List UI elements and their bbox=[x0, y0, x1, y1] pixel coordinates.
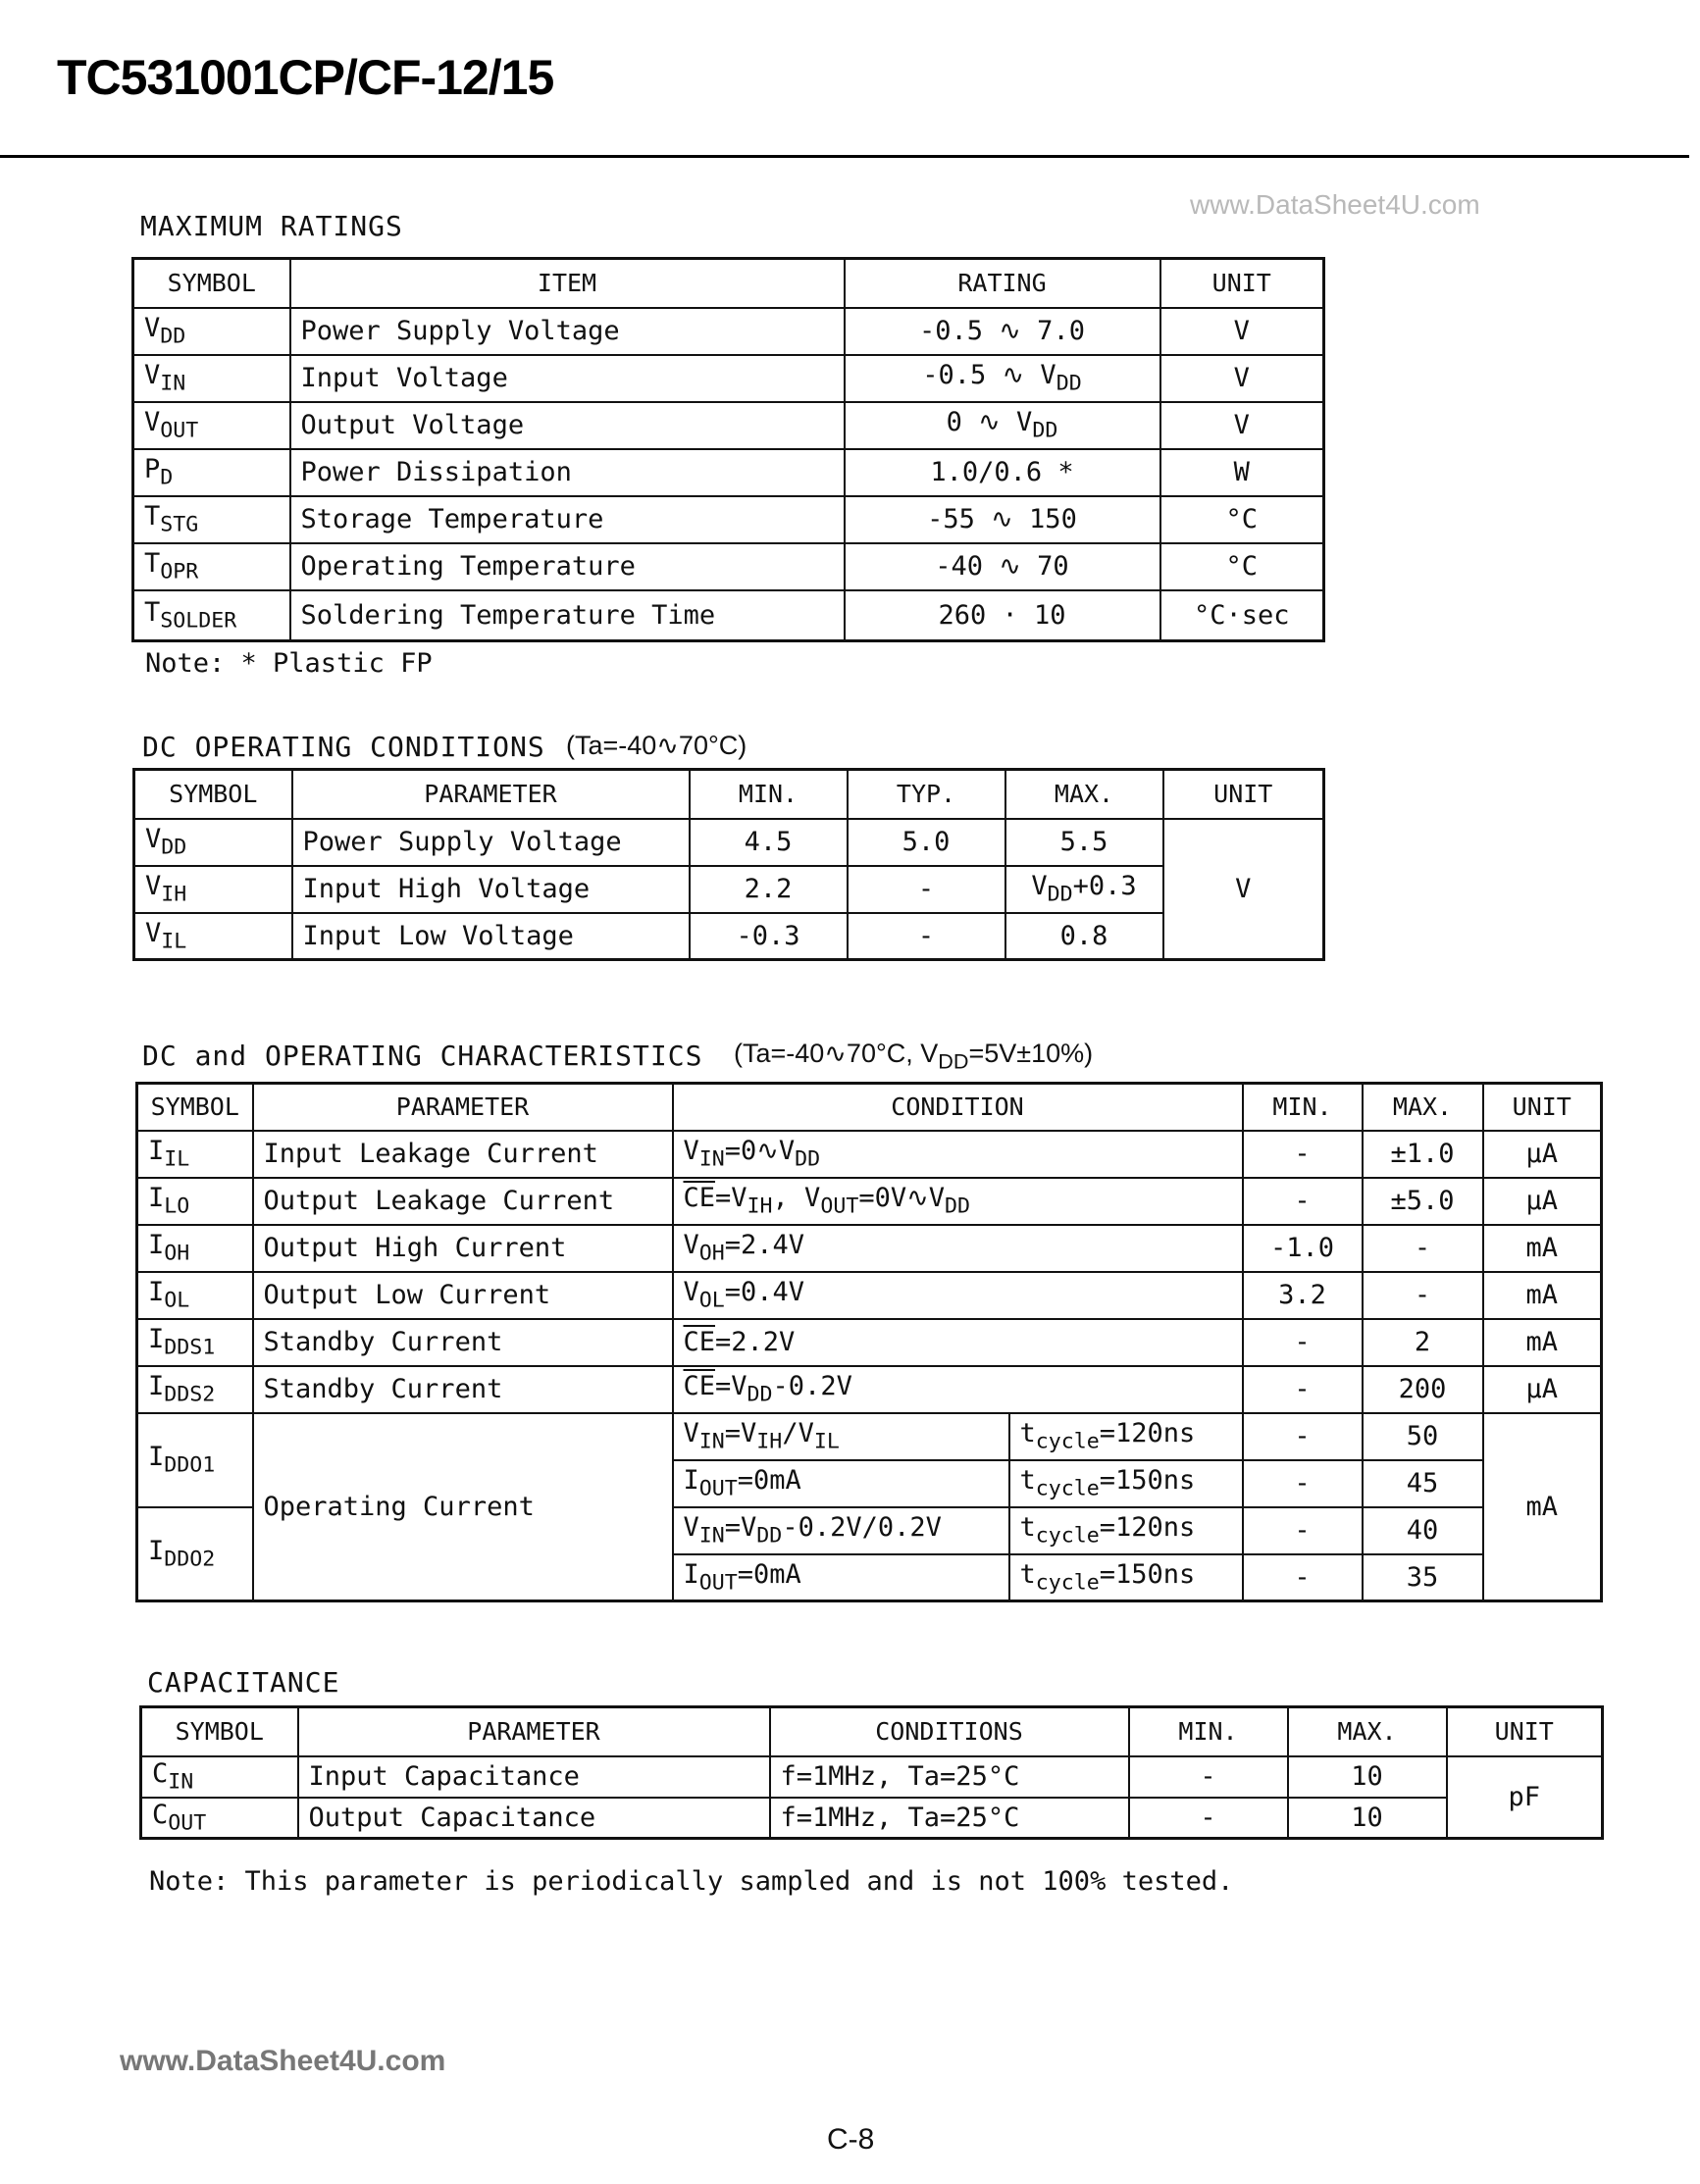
max-ratings-title: MAXIMUM RATINGS bbox=[140, 210, 403, 242]
col-header: SYMBOL bbox=[134, 770, 292, 819]
col-header: PARAMETER bbox=[253, 1084, 673, 1131]
min-cell: - bbox=[1243, 1319, 1363, 1366]
parameter-cell: Output High Current bbox=[253, 1225, 673, 1272]
rating-value: -0.5 ∿ V bbox=[922, 360, 1056, 391]
condition-part: =V bbox=[724, 1512, 757, 1544]
condition-cell: f=1MHz, Ta=25°C bbox=[770, 1798, 1129, 1839]
symbol-letter: I bbox=[148, 1324, 165, 1355]
typ-cell: - bbox=[848, 913, 1005, 960]
condition-part: I bbox=[683, 1559, 699, 1591]
condition-cell bbox=[673, 1554, 1009, 1601]
col-header: UNIT bbox=[1447, 1707, 1603, 1756]
table-header-row bbox=[134, 770, 1324, 819]
table-header-row bbox=[137, 1084, 1602, 1131]
col-header: MIN. bbox=[690, 770, 848, 819]
condition-part: , V bbox=[772, 1183, 821, 1214]
parameter-cell: Input Capacitance bbox=[298, 1756, 770, 1798]
condition-part: DD bbox=[747, 1382, 773, 1407]
condition-part: =0mA bbox=[737, 1465, 801, 1497]
col-header: TYP. bbox=[848, 770, 1005, 819]
max-ratings-note: Note: * Plastic FP bbox=[145, 648, 433, 679]
max-cell: 50 bbox=[1363, 1413, 1483, 1460]
symbol-letter: I bbox=[148, 1183, 165, 1214]
cycle-time-cell bbox=[1009, 1554, 1243, 1601]
min-cell: - bbox=[1243, 1413, 1363, 1460]
item-cell: Power Dissipation bbox=[290, 449, 845, 496]
symbol-subscript: DDO2 bbox=[164, 1547, 216, 1572]
symbol-cell bbox=[133, 449, 290, 496]
header-rule bbox=[0, 155, 1689, 158]
cycle-time-cell bbox=[1009, 1460, 1243, 1507]
symbol-cell bbox=[133, 590, 290, 641]
rating-cell bbox=[845, 402, 1160, 449]
min-cell: - bbox=[1243, 1178, 1363, 1225]
cycle-time-cell bbox=[1009, 1413, 1243, 1460]
condition-part: OUT bbox=[698, 1476, 738, 1501]
symbol-subscript: OPR bbox=[160, 559, 199, 584]
max-cell: ±5.0 bbox=[1363, 1178, 1483, 1225]
symbol-cell: $C_{IN}$ bbox=[141, 1756, 298, 1798]
condition-cell bbox=[673, 1460, 1009, 1507]
symbol-letter: I bbox=[148, 1136, 165, 1167]
col-header: MIN. bbox=[1243, 1084, 1363, 1131]
symbol-cell: $V_{IH}$ bbox=[134, 866, 292, 913]
rating-subscript: DD bbox=[1032, 418, 1058, 443]
symbol-subscript: DD bbox=[160, 324, 186, 349]
unit-cell: mA bbox=[1483, 1413, 1602, 1601]
symbol-cell bbox=[137, 1131, 253, 1178]
min-cell: 4.5 bbox=[690, 819, 848, 866]
symbol-subscript: STG bbox=[160, 512, 199, 537]
table-header-row bbox=[141, 1707, 1603, 1756]
condition-part: =2.2V bbox=[715, 1327, 796, 1357]
cycle-value: =150ns bbox=[1099, 1559, 1196, 1591]
symbol-subscript: OL bbox=[164, 1288, 190, 1313]
cycle-letter: t bbox=[1019, 1559, 1036, 1591]
condition-part: V bbox=[683, 1136, 699, 1167]
col-header: UNIT bbox=[1483, 1084, 1602, 1131]
col-header: CONDITION bbox=[673, 1084, 1243, 1131]
table-row bbox=[134, 819, 1324, 866]
max-cell: - bbox=[1363, 1272, 1483, 1319]
max-cell: ±1.0 bbox=[1363, 1131, 1483, 1178]
watermark-bottom: www.DataSheet4U.com bbox=[120, 2045, 446, 2077]
symbol-letter: T bbox=[144, 501, 161, 533]
condition-cell bbox=[673, 1131, 1243, 1178]
max-cell: 45 bbox=[1363, 1460, 1483, 1507]
min-cell: 2.2 bbox=[690, 866, 848, 913]
col-header: SYMBOL bbox=[141, 1707, 298, 1756]
symbol-letter: I bbox=[148, 1536, 165, 1567]
condition-part: OH bbox=[698, 1241, 725, 1266]
condition-part: V bbox=[683, 1230, 699, 1261]
col-header: MAX. bbox=[1363, 1084, 1483, 1131]
rating-cell bbox=[845, 355, 1160, 402]
page-number: C-8 bbox=[827, 2123, 875, 2156]
condition-part: OL bbox=[698, 1288, 725, 1313]
cycle-value: =120ns bbox=[1099, 1418, 1196, 1449]
symbol-cell bbox=[133, 308, 290, 355]
condition-part: =V bbox=[715, 1371, 747, 1402]
max-cell: 5.5 bbox=[1005, 819, 1163, 866]
cycle-value: =120ns bbox=[1099, 1512, 1196, 1544]
symbol-letter: I bbox=[148, 1442, 165, 1473]
table-row bbox=[133, 543, 1324, 590]
condition-part: OUT bbox=[820, 1194, 859, 1219]
col-header: PARAMETER bbox=[292, 770, 690, 819]
condition-part: IH bbox=[756, 1429, 783, 1454]
table-row bbox=[137, 1319, 1602, 1366]
condition-part: V bbox=[683, 1277, 699, 1308]
condition-part: =V bbox=[724, 1418, 757, 1449]
dc-char-table bbox=[135, 1082, 1603, 1602]
rating-value: -40 ∿ 70 bbox=[935, 551, 1069, 582]
max-ratings-table bbox=[131, 257, 1325, 642]
symbol-subscript: DDO1 bbox=[164, 1452, 216, 1478]
symbol-cell bbox=[133, 402, 290, 449]
condition-part: IN bbox=[698, 1429, 725, 1454]
table-row bbox=[137, 1225, 1602, 1272]
condition-part: OUT bbox=[698, 1570, 738, 1596]
min-cell: -1.0 bbox=[1243, 1225, 1363, 1272]
symbol-subscript: D bbox=[160, 465, 174, 490]
unit-cell: °C bbox=[1160, 496, 1324, 543]
cycle-subscript: cycle bbox=[1035, 1429, 1100, 1454]
condition-cell bbox=[673, 1366, 1243, 1413]
symbol-cell bbox=[137, 1272, 253, 1319]
symbol-subscript: LO bbox=[164, 1194, 190, 1219]
unit-cell: μA bbox=[1483, 1178, 1602, 1225]
condition-part: IN bbox=[698, 1523, 725, 1549]
symbol-subscript: IL bbox=[164, 1146, 190, 1172]
condition-part: IN bbox=[698, 1146, 725, 1172]
dc-operating-conditions: (Ta=-40∿70°C) bbox=[566, 731, 747, 760]
table-header-row bbox=[133, 259, 1324, 308]
dc-char-conditions: (Ta=-40∿70°C, $V_{DD}=5V\pm 10\%$) bbox=[734, 1039, 1094, 1074]
item-cell: Soldering Temperature Time bbox=[290, 590, 845, 641]
table-row bbox=[133, 308, 1324, 355]
table-row bbox=[133, 449, 1324, 496]
symbol-subscript: IN bbox=[160, 371, 186, 396]
symbol-letter: T bbox=[144, 597, 161, 629]
unit-cell: V bbox=[1160, 355, 1324, 402]
max-cell: - bbox=[1363, 1225, 1483, 1272]
col-header: CONDITIONS bbox=[770, 1707, 1129, 1756]
symbol-letter: I bbox=[148, 1277, 165, 1308]
symbol-subscript: OUT bbox=[160, 418, 199, 443]
symbol-cell bbox=[137, 1225, 253, 1272]
symbol-letter: I bbox=[148, 1230, 165, 1261]
table-row bbox=[141, 1756, 1603, 1798]
col-header: PARAMETER bbox=[298, 1707, 770, 1756]
col-header: UNIT bbox=[1160, 259, 1324, 308]
symbol-cell: $V_{DD}$ bbox=[134, 819, 292, 866]
condition-part: =V bbox=[715, 1183, 747, 1214]
symbol-subscript: DDS1 bbox=[164, 1335, 216, 1360]
item-cell: Input Voltage bbox=[290, 355, 845, 402]
min-cell: - bbox=[1129, 1798, 1288, 1839]
capacitance-title: CAPACITANCE bbox=[147, 1666, 340, 1699]
condition-part: I bbox=[683, 1465, 699, 1497]
col-header: SYMBOL bbox=[137, 1084, 253, 1131]
parameter-cell: Output Leakage Current bbox=[253, 1178, 673, 1225]
dc-operating-title: DC OPERATING CONDITIONS bbox=[142, 731, 545, 763]
condition-part: V bbox=[683, 1512, 699, 1544]
min-cell: -0.3 bbox=[690, 913, 848, 960]
condition-part: -0.2V bbox=[772, 1371, 852, 1402]
symbol-cell bbox=[133, 355, 290, 402]
typ-cell: 5.0 bbox=[848, 819, 1005, 866]
unit-cell: mA bbox=[1483, 1319, 1602, 1366]
unit-cell: mA bbox=[1483, 1225, 1602, 1272]
condition-part: -0.2V/0.2V bbox=[782, 1512, 942, 1544]
table-row bbox=[137, 1413, 1602, 1460]
item-cell: Output Voltage bbox=[290, 402, 845, 449]
col-header: MAX. bbox=[1005, 770, 1163, 819]
cycle-subscript: cycle bbox=[1035, 1476, 1100, 1501]
symbol-subscript: OH bbox=[164, 1241, 190, 1266]
rating-cell bbox=[845, 543, 1160, 590]
table-row bbox=[134, 913, 1324, 960]
symbol-cell bbox=[137, 1366, 253, 1413]
item-cell: Storage Temperature bbox=[290, 496, 845, 543]
unit-cell: μA bbox=[1483, 1366, 1602, 1413]
symbol-subscript: SOLDER bbox=[160, 608, 237, 634]
condition-part: IL bbox=[813, 1429, 840, 1454]
unit-cell: °C·sec bbox=[1160, 590, 1324, 641]
symbol-letter: I bbox=[148, 1371, 165, 1402]
max-cell: 2 bbox=[1363, 1319, 1483, 1366]
unit-cell: W bbox=[1160, 449, 1324, 496]
min-cell: - bbox=[1243, 1460, 1363, 1507]
condition-part: =0∿V bbox=[724, 1136, 796, 1167]
max-cell: 40 bbox=[1363, 1507, 1483, 1554]
cycle-time-cell bbox=[1009, 1507, 1243, 1554]
col-header: SYMBOL bbox=[133, 259, 290, 308]
parameter-cell: Operating Current bbox=[253, 1413, 673, 1601]
condition-part: =0V∿V bbox=[858, 1183, 945, 1214]
condition-cell bbox=[673, 1413, 1009, 1460]
page-title: TC531001CP/CF-12/15 bbox=[57, 50, 554, 105]
capacitance-table bbox=[139, 1705, 1604, 1840]
parameter-cell: Input Low Voltage bbox=[292, 913, 690, 960]
parameter-cell: Output Capacitance bbox=[298, 1798, 770, 1839]
unit-cell: V bbox=[1163, 819, 1324, 960]
table-row bbox=[141, 1798, 1603, 1839]
cycle-subscript: cycle bbox=[1035, 1570, 1100, 1596]
condition-part: IH bbox=[747, 1194, 773, 1219]
condition-cell bbox=[673, 1507, 1009, 1554]
condition-part: /V bbox=[782, 1418, 814, 1449]
condition-cell bbox=[673, 1319, 1243, 1366]
symbol-cell: $V_{IL}$ bbox=[134, 913, 292, 960]
item-cell: Operating Temperature bbox=[290, 543, 845, 590]
rating-value: 0 ∿ V bbox=[946, 407, 1033, 438]
max-cell: 10 bbox=[1288, 1756, 1447, 1798]
dc-operating-table bbox=[132, 768, 1325, 961]
max-cell: 200 bbox=[1363, 1366, 1483, 1413]
cycle-letter: t bbox=[1019, 1465, 1036, 1497]
parameter-cell: Output Low Current bbox=[253, 1272, 673, 1319]
symbol-cell: $C_{OUT}$ bbox=[141, 1798, 298, 1839]
dc-char-title: DC and OPERATING CHARACTERISTICS bbox=[142, 1040, 703, 1072]
max-cell: 35 bbox=[1363, 1554, 1483, 1601]
condition-part: =2.4V bbox=[724, 1230, 805, 1261]
rating-cell bbox=[845, 308, 1160, 355]
typ-cell: - bbox=[848, 866, 1005, 913]
col-header: RATING bbox=[845, 259, 1160, 308]
condition-part: DD bbox=[945, 1194, 971, 1219]
rating-subscript: DD bbox=[1056, 371, 1082, 396]
symbol-cell bbox=[137, 1319, 253, 1366]
cycle-value: =150ns bbox=[1099, 1465, 1196, 1497]
symbol-letter: T bbox=[144, 548, 161, 580]
min-cell: - bbox=[1129, 1756, 1288, 1798]
table-row bbox=[137, 1178, 1602, 1225]
min-cell: - bbox=[1243, 1554, 1363, 1601]
rating-cell bbox=[845, 449, 1160, 496]
symbol-cell bbox=[137, 1178, 253, 1225]
unit-cell: pF bbox=[1447, 1756, 1603, 1839]
condition-part: DD bbox=[795, 1146, 821, 1172]
cycle-letter: t bbox=[1019, 1418, 1036, 1449]
min-cell: - bbox=[1243, 1131, 1363, 1178]
symbol-cell bbox=[137, 1507, 253, 1601]
condition-cell bbox=[673, 1178, 1243, 1225]
max-cell: $V_{DD}+0.3$ bbox=[1005, 866, 1163, 913]
table-row bbox=[137, 1272, 1602, 1319]
min-cell: - bbox=[1243, 1507, 1363, 1554]
col-header: UNIT bbox=[1163, 770, 1324, 819]
max-cell: 0.8 bbox=[1005, 913, 1163, 960]
table-row bbox=[133, 402, 1324, 449]
cycle-subscript: cycle bbox=[1035, 1523, 1100, 1549]
cycle-letter: t bbox=[1019, 1512, 1036, 1544]
table-row bbox=[133, 496, 1324, 543]
condition-part: $\overline{CE}$ bbox=[683, 1183, 716, 1214]
table-row bbox=[137, 1131, 1602, 1178]
watermark-top: www.DataSheet4U.com bbox=[1190, 189, 1480, 220]
parameter-cell: Standby Current bbox=[253, 1319, 673, 1366]
symbol-cell bbox=[133, 543, 290, 590]
rating-cell bbox=[845, 496, 1160, 543]
condition-part: V bbox=[683, 1418, 699, 1449]
unit-cell: mA bbox=[1483, 1272, 1602, 1319]
parameter-cell: Input Leakage Current bbox=[253, 1131, 673, 1178]
min-cell: - bbox=[1243, 1366, 1363, 1413]
table-row bbox=[133, 590, 1324, 641]
table-row bbox=[134, 866, 1324, 913]
parameter-cell: Input High Voltage bbox=[292, 866, 690, 913]
capacitance-note: Note: This parameter is periodically sampled and is not 100% tested. bbox=[149, 1866, 1234, 1897]
col-header: MAX. bbox=[1288, 1707, 1447, 1756]
condition-cell bbox=[673, 1272, 1243, 1319]
parameter-cell: Power Supply Voltage bbox=[292, 819, 690, 866]
symbol-letter: V bbox=[144, 360, 161, 391]
condition-part: $\overline{CE}$ bbox=[683, 1371, 716, 1402]
condition-part: DD bbox=[756, 1523, 783, 1549]
col-header: ITEM bbox=[290, 259, 845, 308]
rating-value: 260 · 10 bbox=[938, 599, 1066, 631]
col-header: MIN. bbox=[1129, 1707, 1288, 1756]
condition-part: $\overline{CE}$ bbox=[683, 1327, 716, 1357]
symbol-letter: P bbox=[144, 454, 161, 485]
rating-cell bbox=[845, 590, 1160, 641]
table-row bbox=[133, 355, 1324, 402]
rating-value: -55 ∿ 150 bbox=[927, 504, 1077, 534]
unit-cell: V bbox=[1160, 402, 1324, 449]
condition-cell bbox=[673, 1225, 1243, 1272]
condition-cell: f=1MHz, Ta=25°C bbox=[770, 1756, 1129, 1798]
unit-cell: °C bbox=[1160, 543, 1324, 590]
condition-part: =0.4V bbox=[724, 1277, 805, 1308]
rating-value: -0.5 ∿ 7.0 bbox=[919, 316, 1085, 346]
symbol-letter: V bbox=[144, 407, 161, 438]
min-cell: 3.2 bbox=[1243, 1272, 1363, 1319]
item-cell: Power Supply Voltage bbox=[290, 308, 845, 355]
unit-cell: μA bbox=[1483, 1131, 1602, 1178]
condition-part: =0mA bbox=[737, 1559, 801, 1591]
rating-value: 1.0/0.6 * bbox=[930, 457, 1074, 487]
parameter-cell: Standby Current bbox=[253, 1366, 673, 1413]
symbol-cell bbox=[137, 1413, 253, 1507]
max-cell: 10 bbox=[1288, 1798, 1447, 1839]
table-row bbox=[137, 1366, 1602, 1413]
symbol-letter: V bbox=[144, 313, 161, 344]
symbol-cell bbox=[133, 496, 290, 543]
symbol-subscript: DDS2 bbox=[164, 1382, 216, 1407]
unit-cell: V bbox=[1160, 308, 1324, 355]
